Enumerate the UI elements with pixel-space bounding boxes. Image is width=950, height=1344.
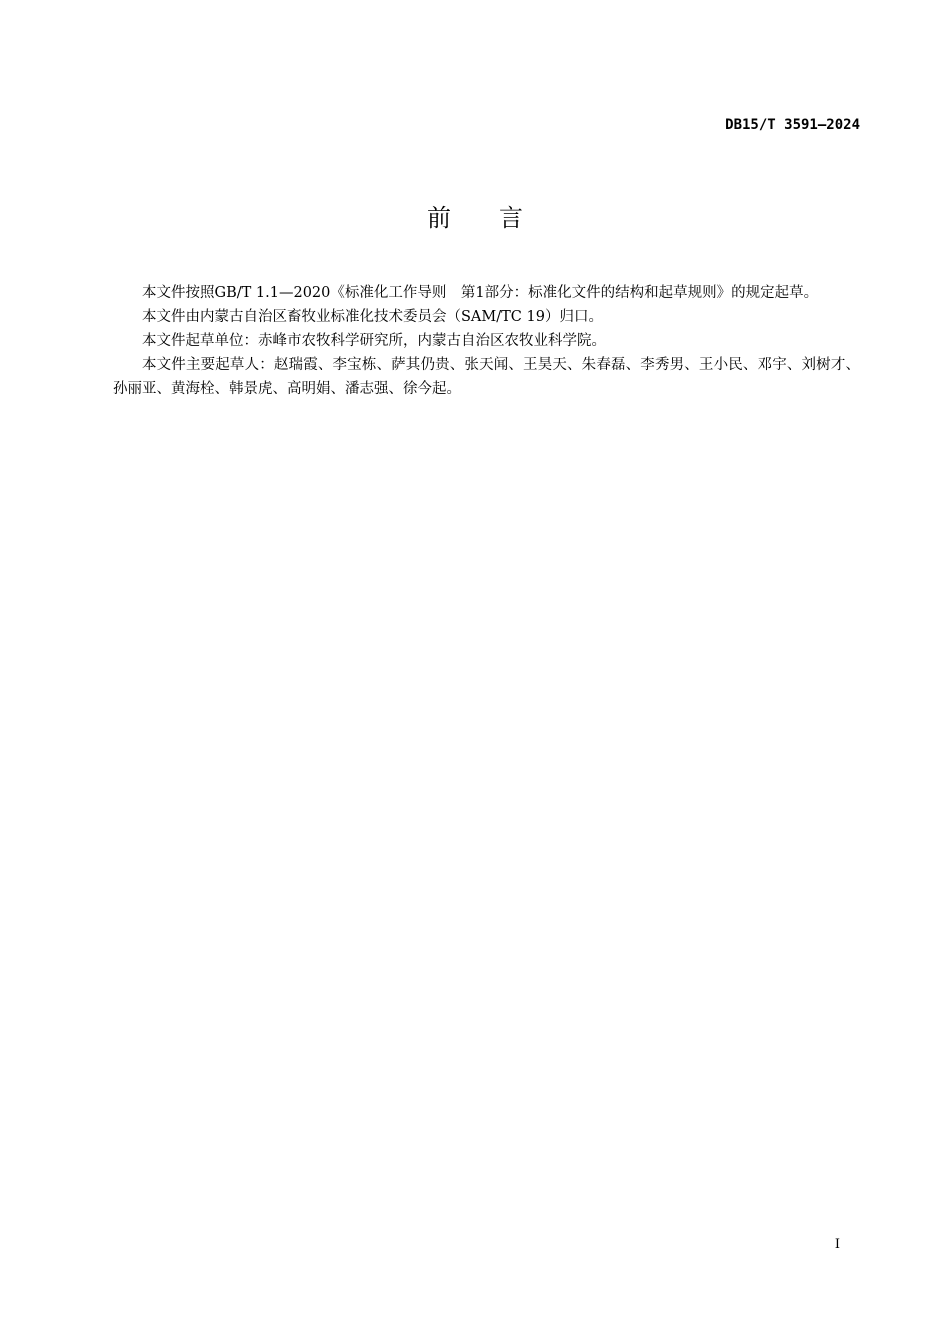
foreword-body	[113, 281, 860, 401]
paragraph-drafting-rules: 本文件按照GB/T 1.1—2020《标准化工作导则 第1部分：标准化文件的结构和起草规则》的规定起草。	[142, 285, 819, 301]
page-title	[0, 200, 950, 236]
document-code: DB15/T 3591—2024	[725, 117, 860, 133]
page-title-part-2: 言	[499, 204, 523, 232]
paragraph-drafters: 本文件主要起草人：赵瑞霞、李宝栋、萨其仍贵、张天闻、王昊天、朱春磊、李秀男、王小民、邓宇、刘树才、孙丽亚、黄海栓、韩景虎、高明娟、潘志强、徐今起。	[113, 357, 860, 397]
page-number: I	[834, 1237, 840, 1252]
page-title-part-1: 前	[427, 204, 451, 232]
paragraph-drafting-units: 本文件起草单位：赤峰市农牧科学研究所，内蒙古自治区农牧业科学院。	[142, 333, 606, 349]
paragraph-committee: 本文件由内蒙古自治区畜牧业标准化技术委员会（SAM/TC 19）归口。	[142, 309, 603, 325]
